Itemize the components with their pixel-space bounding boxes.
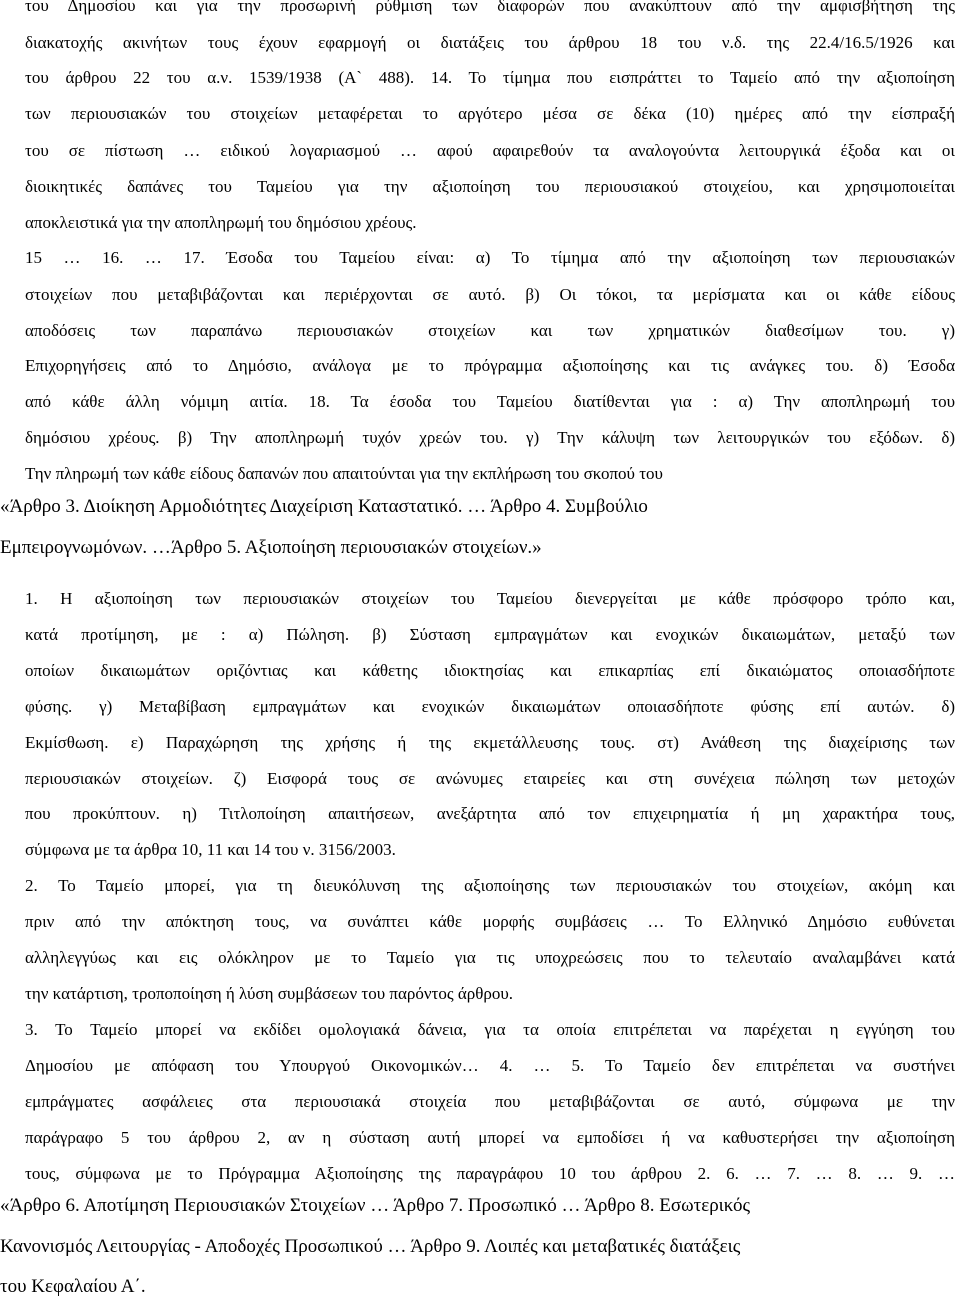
text-line: του άρθρου 22 του α.ν. 1539/1938 (Α` 488). 14. Το τίμημα που εισπράττει το Ταμείο από την αξιοποίηση bbox=[25, 68, 955, 87]
text-line: διακατοχής ακινήτων τους έχουν εφαρμογή οι διατάξεις του άρθρου 18 του ν.δ. της 22.4/16.5/1926 και bbox=[25, 33, 955, 52]
text-line: αποκλειστικά για την αποπληρωμή του δημόσιου χρέους. bbox=[25, 213, 417, 232]
text-line: 2. Το Ταμείο μπορεί, για τη διευκόλυνση της αξιοποίησης των περιουσιακών του στοιχείων, ακόμη και bbox=[25, 876, 955, 895]
text-line: φύσης. γ) Μεταβίβαση εμπραγμάτων και ενοχικών δικαιωμάτων οποιασδήποτε φύσης επί αυτών. δ) bbox=[25, 697, 955, 716]
article-heading-line: του Κεφαλαίου Α΄. bbox=[0, 1276, 146, 1297]
article-heading-line: Κανονισμός Λειτουργίας - Αποδοχές Προσωπικού … Άρθρο 9. Λοιπές και μεταβατικές διατάξεις bbox=[0, 1236, 741, 1257]
text-line: αποδόσεις των παραπάνω περιουσιακών στοιχείων και των χρηματικών διαθεσίμων του. γ) bbox=[25, 321, 955, 340]
text-line: κατά προτίμηση, με : α) Πώληση. β) Σύσταση εμπραγμάτων και ενοχικών δικαιωμάτων, μεταξύ των bbox=[25, 625, 955, 644]
text-line: που προκύπτουν. η) Τιτλοποίηση απαιτήσεων, ανεξάρτητα από τον επιχειρηματία ή μη χαρακτήρα τους, bbox=[25, 804, 955, 823]
text-line: πριν από την απόκτηση τους, να συνάπτει κάθε μορφής συμβάσεις … Το Ελληνικό Δημόσιο ευθύνεται bbox=[25, 912, 955, 931]
text-line: Επιχορηγήσεις από το Δημόσιο, ανάλογα με το πρόγραμμα αξιοποίησης και τις ανάγκες του. δ) Έσοδα bbox=[25, 356, 955, 375]
text-line: οποίων δικαιωμάτων οριζόντιας και κάθετης ιδιοκτησίας και επικαρπίας επί δικαιώματος οποιασδήποτε bbox=[25, 661, 955, 680]
text-line: διοικητικές δαπάνες του Ταμείου για την αξιοποίηση του περιουσιακού στοιχείου, και χρησιμοποιείται bbox=[25, 177, 955, 196]
text-line: στοιχείων που μεταβιβάζονται και περιέρχονται σε αυτό. β) Οι τόκοι, τα μερίσματα και οι κάθε είδους bbox=[25, 285, 955, 304]
text-line: την κατάρτιση, τροποποίηση ή λύση συμβάσεων του παρόντος άρθρου. bbox=[25, 984, 514, 1003]
text-line: εμπράγματες ασφάλειες στα περιουσιακά στοιχεία που μεταβιβάζονται σε αυτό, σύμφωνα με την bbox=[25, 1092, 955, 1111]
article-heading-line: Εμπειρογνωμόνων. …Άρθρο 5. Αξιοποίηση περιουσιακών στοιχείων.» bbox=[0, 537, 542, 558]
text-line: των περιουσιακών του στοιχείων μεταφέρεται το αργότερο μέσα σε δέκα (10) ημέρες από την είσπραξή bbox=[25, 104, 955, 123]
text-line: παράγραφο 5 του άρθρου 2, αν η σύσταση αυτή μπορεί να εμποδίσει ή να καθυστερήσει την αξιοποίηση bbox=[25, 1128, 955, 1147]
text-line: Δημοσίου με απόφαση του Υπουργού Οικονομικών… 4. … 5. Το Ταμείο δεν επιτρέπεται να συστήνει bbox=[25, 1056, 955, 1075]
text-line: σύμφωνα με τα άρθρα 10, 11 και 14 του ν. 3156/2003. bbox=[25, 840, 396, 859]
text-line: 15 … 16. … 17. Έσοδα του Ταμείου είναι: α) Το τίμημα από την αξιοποίηση των περιουσιακών bbox=[25, 248, 955, 267]
text-line: του σε πίστωση … ειδικού λογαριασμού … αφού αφαιρεθούν τα αναλογούντα λειτουργικά έξοδα και οι bbox=[25, 141, 955, 160]
text-line: αλληλεγγύως και εις ολόκληρον με το Ταμείο για τις υποχρεώσεις που το τελευταίο αναλαμβάνει κατά bbox=[25, 948, 955, 967]
text-line: 3. Το Ταμείο μπορεί να εκδίδει ομολογιακά δάνεια, για τα οποία επιτρέπεται να παρέχεται η εγγύηση του bbox=[25, 1020, 955, 1039]
text-line: τους, σύμφωνα με το Πρόγραμμα Αξιοποίησης της παραγράφου 10 του άρθρου 2. 6. … 7. … 8. … 9. … bbox=[25, 1164, 955, 1183]
text-line: 1. Η αξιοποίηση των περιουσιακών στοιχείων του Ταμείου διενεργείται με κάθε πρόσφορο τρόπο και, bbox=[25, 589, 955, 608]
text-line: Εκμίσθωση. ε) Παραχώρηση της χρήσης ή της εκμετάλλευσης τους. στ) Ανάθεση της διαχείρισης των bbox=[25, 733, 955, 752]
text-line: δημόσιου χρέους. β) Την αποπληρωμή τυχόν χρεών του. γ) Την κάλυψη των λειτουργικών του εξόδων. δ) bbox=[25, 428, 955, 447]
article-heading-line: «Άρθρο 6. Αποτίμηση Περιουσιακών Στοιχείων … Άρθρο 7. Προσωπικό … Άρθρο 8. Εσωτερικός bbox=[0, 1195, 750, 1216]
text-line: του Δημοσίου και για την προσωρινή ρύθμιση των διαφορών που ανακύπτουν από την αμφισβήτηση της bbox=[25, 0, 955, 15]
text-line: Την πληρωμή των κάθε είδους δαπανών που απαιτούνται για την εκπλήρωση του σκοπού του bbox=[25, 464, 663, 483]
text-line: από κάθε άλλη νόμιμη αιτία. 18. Τα έσοδα του Ταμείου διατίθενται για : α) Την αποπληρωμή του bbox=[25, 392, 955, 411]
article-heading-line: «Άρθρο 3. Διοίκηση Αρμοδιότητες Διαχείριση Καταστατικό. … Άρθρο 4. Συμβούλιο bbox=[0, 496, 648, 517]
text-line: περιουσιακών στοιχείων. ζ) Εισφορά τους σε ανώνυμες εταιρείες και στη συνέχεια πώληση των μετοχών bbox=[25, 769, 955, 788]
